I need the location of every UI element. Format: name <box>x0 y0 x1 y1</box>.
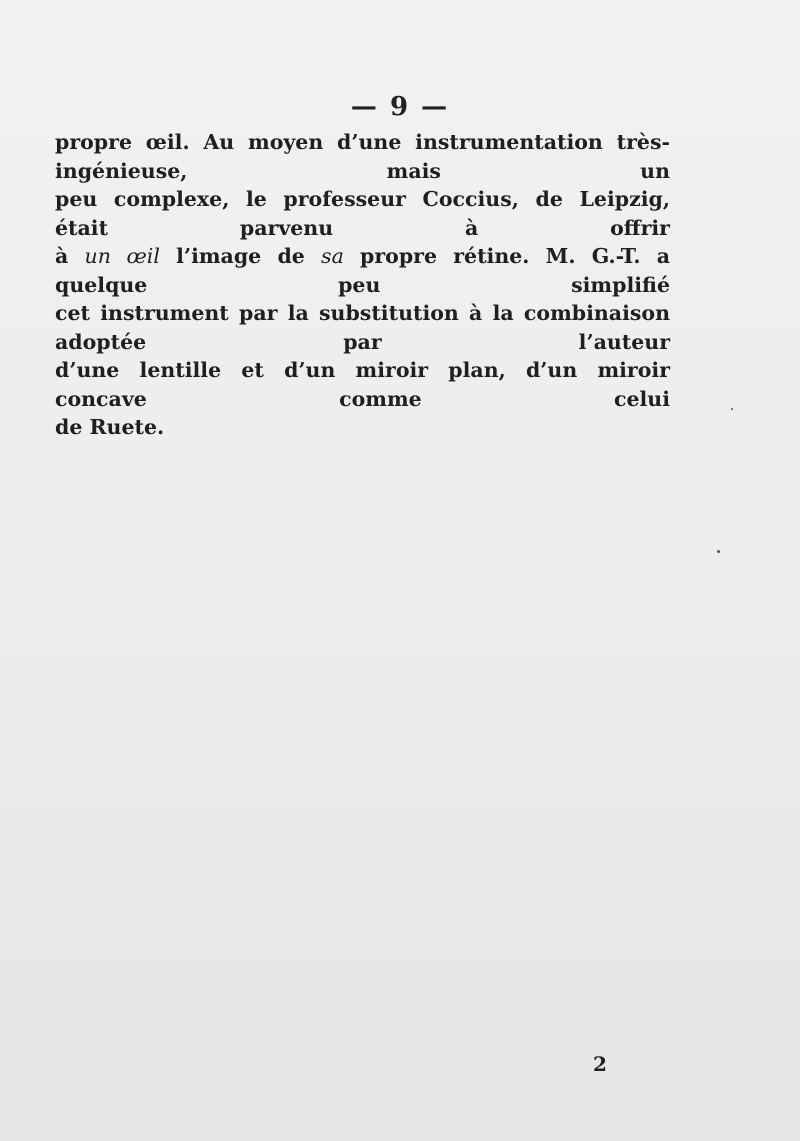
body-paragraph <box>55 128 670 442</box>
text-line-3 <box>55 242 670 299</box>
text-line-2 <box>55 185 670 242</box>
ink-speck <box>717 550 720 553</box>
line-text: peu complexe, le professeur Coccius, de Leipzig, était parvenu à offrir <box>55 187 670 240</box>
line-text: à <box>55 244 85 268</box>
text-line-4 <box>55 299 670 356</box>
text-line-6 <box>55 413 670 442</box>
italic-text: sa <box>321 244 344 268</box>
line-text: l’image de <box>159 244 322 268</box>
line-text: propre rétine. M. G.-T. a quelque peu simplifié <box>55 244 670 297</box>
line-text: propre œil. Au moyen d’une instrumentation très-ingénieuse, mais un <box>55 130 670 183</box>
text-line-1 <box>55 128 670 185</box>
line-text: cet instrument par la substitution à la combinaison adoptée par l’auteur <box>55 301 670 354</box>
italic-text: un œil <box>84 244 160 268</box>
ink-speck <box>731 408 733 410</box>
text-line-5 <box>55 356 670 413</box>
line-text: de Ruete. <box>55 415 165 439</box>
signature-mark: 2 <box>593 1052 607 1076</box>
page-header: — 9 — <box>350 92 450 122</box>
line-text: d’une lentille et d’un miroir plan, d’un miroir concave comme celui <box>55 358 670 411</box>
